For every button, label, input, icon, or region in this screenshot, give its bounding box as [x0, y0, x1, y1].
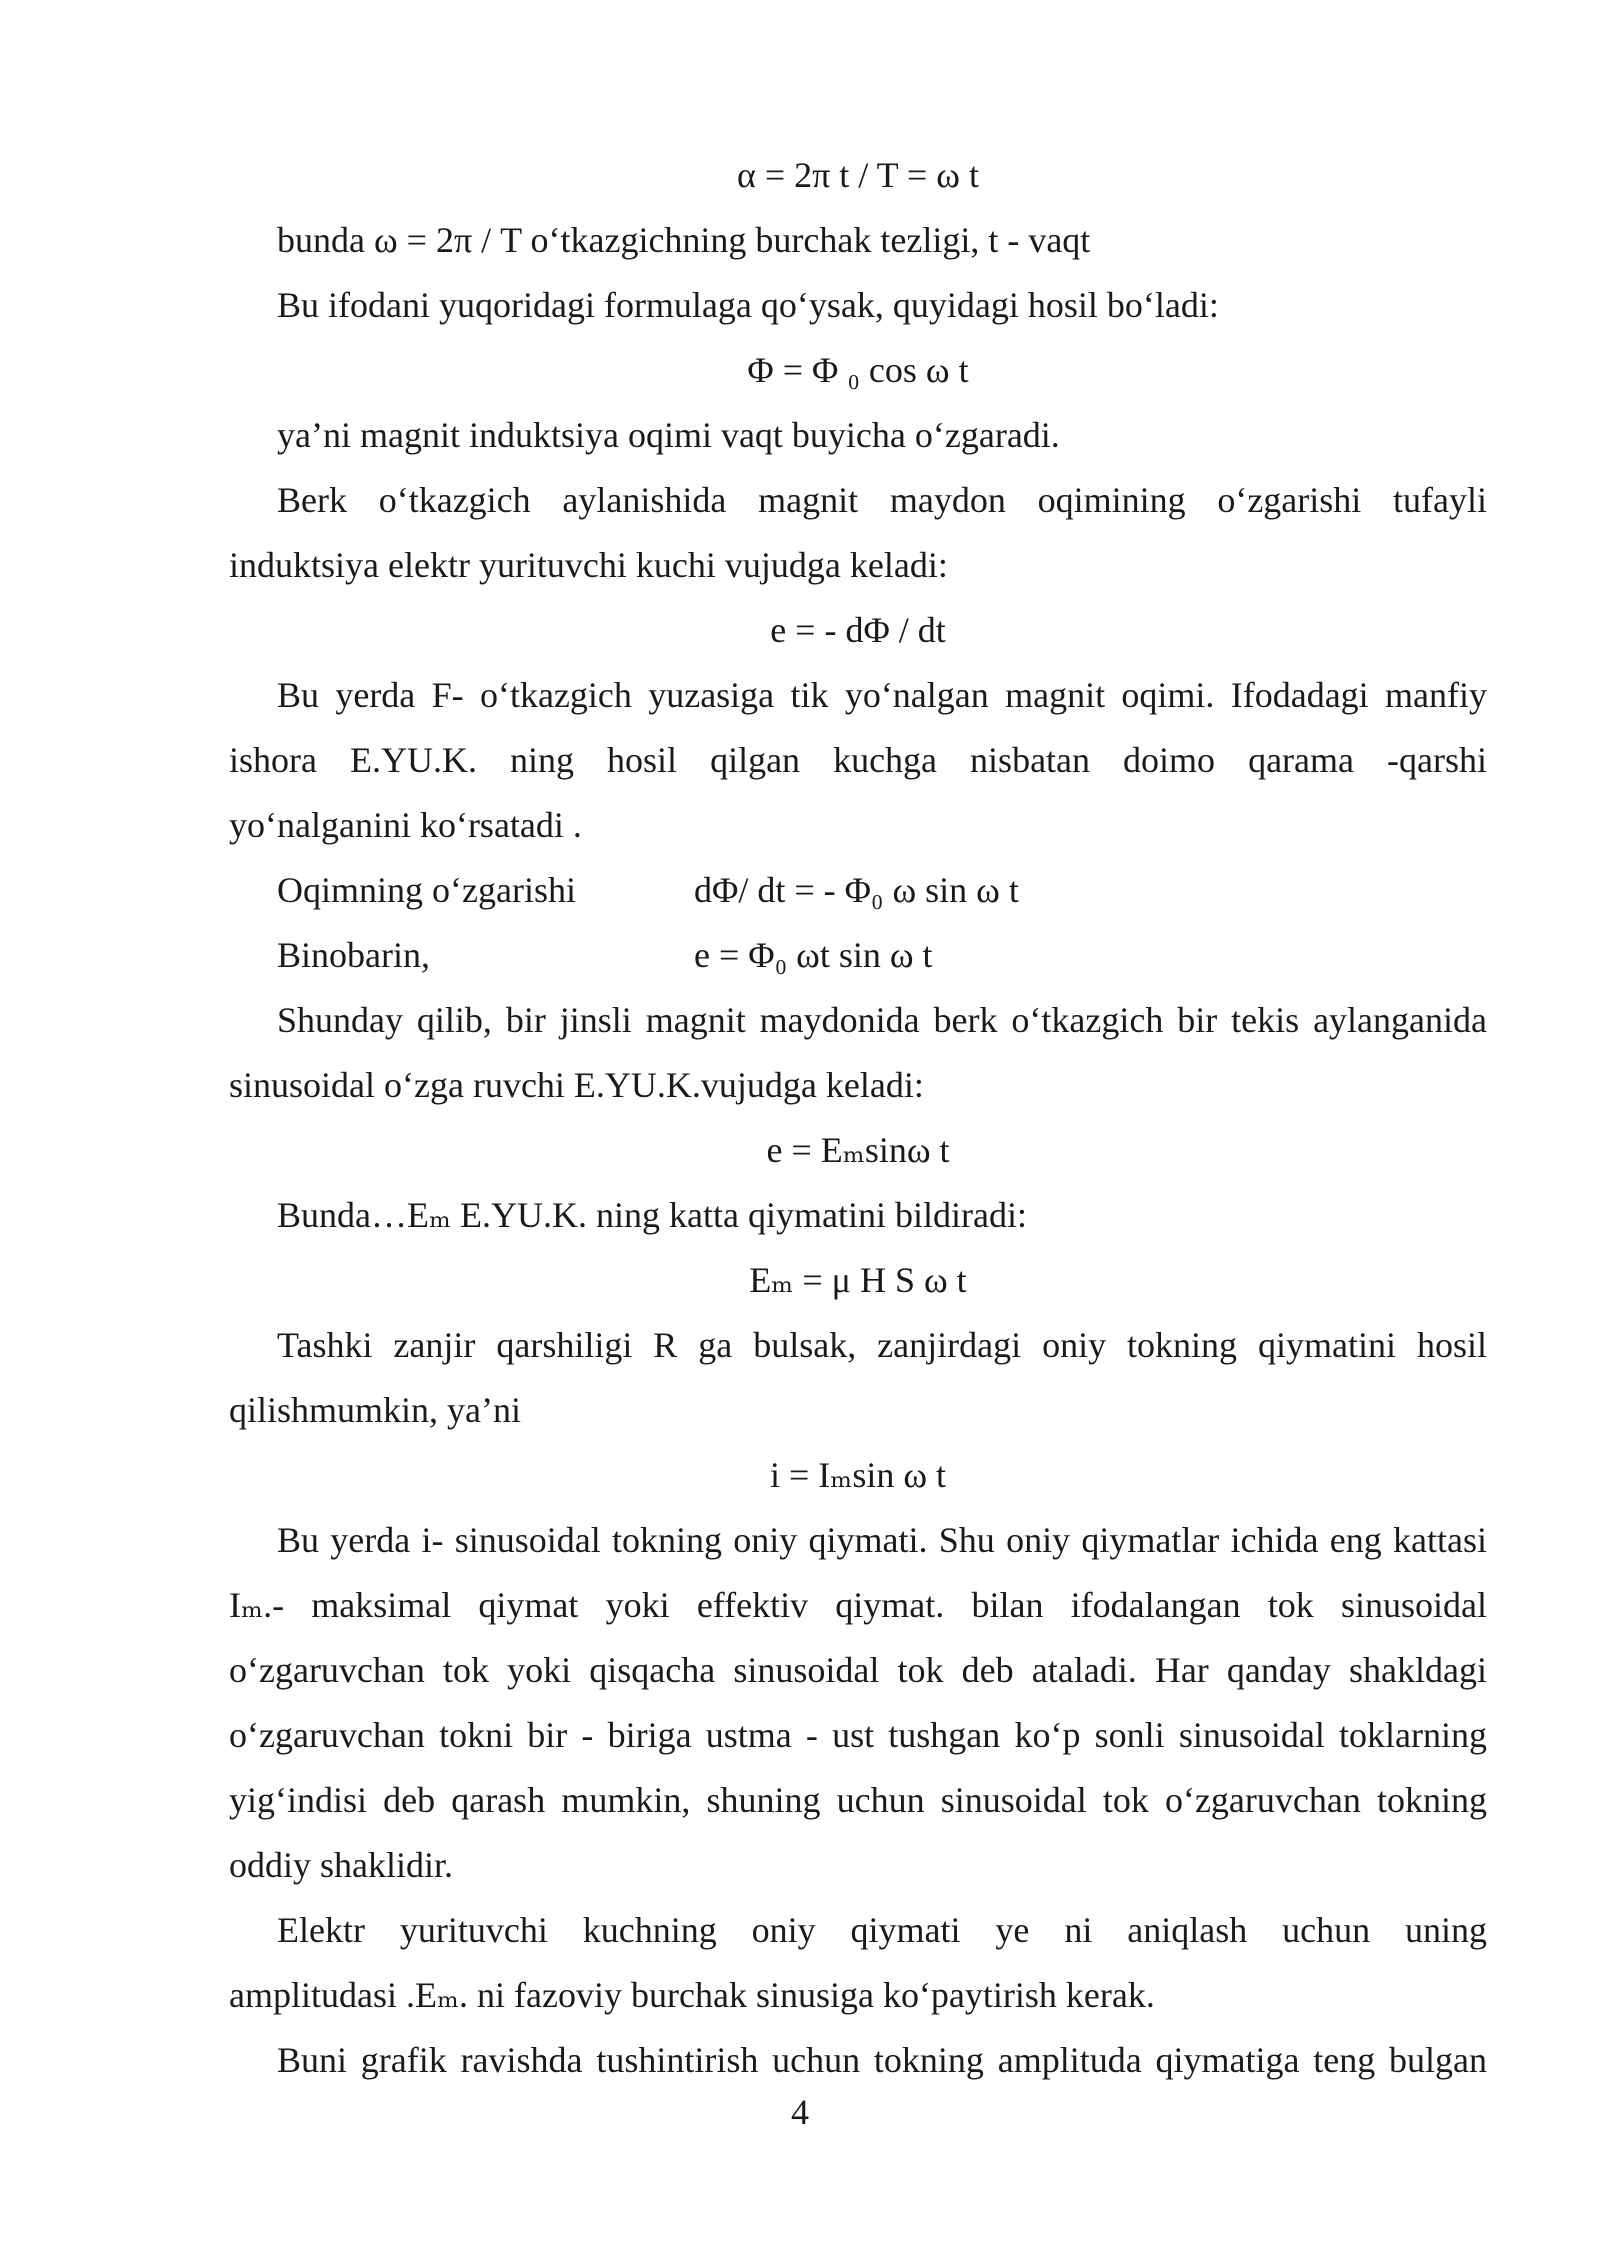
- formula-line: e = Eₘsinω t: [766, 1130, 950, 1170]
- formula-row: [229, 923, 1487, 988]
- paragraph-line: ishora E.YU.K. ning hosil qilgan kuchga nisbatan doimo qarama -qarshi: [229, 740, 1487, 780]
- text-line: oddiy shaklidir.: [229, 1845, 453, 1885]
- paragraph-line: Iₘ.- maksimal qiymat yoki effektiv qiymat. bilan ifodalangan tok sinusoidal: [229, 1585, 1487, 1625]
- formula-label: Oqimning o‘zgarishi: [277, 870, 576, 910]
- formula-expression: e = Φ₀ ωt sin ω t: [694, 935, 933, 975]
- text-line: amplitudasi .Eₘ. ni fazoviy burchak sinusiga ko‘paytirish kerak.: [229, 1975, 1155, 2015]
- paragraph-start: Buni grafik ravishda tushintirish uchun tokning amplituda qiymatiga teng bulgan: [277, 2040, 1487, 2080]
- paragraph-start: Bu ifodani yuqoridagi formulaga qo‘ysak, quyidagi hosil bo‘ladi:: [277, 285, 1219, 325]
- paragraph-line: yig‘indisi deb qarash mumkin, shuning uchun sinusoidal tok o‘zgaruvchan tokning: [229, 1780, 1487, 1820]
- text-line: sinusoidal o‘zga ruvchi E.YU.K.vujudga keladi:: [229, 1065, 924, 1105]
- paragraph-start: Bu yerda i- sinusoidal tokning oniy qiymati. Shu oniy qiymatlar ichida eng kattasi: [277, 1520, 1487, 1560]
- paragraph-start: Tashki zanjir qarshiligi R ga bulsak, zanjirdagi oniy tokning qiymatini hosil: [277, 1325, 1487, 1365]
- formula-line: i = Iₘsin ω t: [769, 1455, 947, 1495]
- formula-line: e = - dΦ / dt: [770, 610, 946, 650]
- paragraph-start: ya’ni magnit induktsiya oqimi vaqt buyicha o‘zgaradi.: [277, 415, 1060, 455]
- page-number: 4: [791, 2092, 809, 2132]
- formula-line: α = 2π t / T = ω t: [736, 155, 980, 195]
- formula-row: [229, 858, 1487, 923]
- paragraph-start: Shunday qilib, bir jinsli magnit maydonida berk o‘tkazgich bir tekis aylanganida: [277, 1000, 1487, 1040]
- document-body: [229, 143, 1487, 2093]
- formula-expression: dΦ/ dt = - Φ₀ ω sin ω t: [694, 870, 1019, 910]
- text-line: qilishmumkin, ya’ni: [229, 1390, 521, 1430]
- paragraph-line: o‘zgaruvchan tok yoki qisqacha sinusoidal tok deb ataladi. Har qanday shakldagi: [229, 1650, 1487, 1690]
- text-line: yo‘nalganini ko‘rsatadi .: [229, 805, 582, 845]
- formula-label: Binobarin,: [277, 935, 430, 975]
- paragraph-start: Berk o‘tkazgich aylanishida magnit maydon oqimining o‘zgarishi tufayli: [277, 480, 1487, 520]
- formula-line: Eₘ = μ H S ω t: [749, 1260, 967, 1300]
- paragraph-line: o‘zgaruvchan tokni bir - biriga ustma - ust tushgan ko‘p sonli sinusoidal toklarning: [229, 1715, 1487, 1755]
- text-line: induktsiya elektr yurituvchi kuchi vujudga keladi:: [229, 545, 948, 585]
- paragraph-start: Elektr yurituvchi kuchning oniy qiymati ye ni aniqlash uchun uning: [277, 1910, 1487, 1950]
- paragraph-start: bunda ω = 2π / T o‘tkazgichning burchak tezligi, t - vaqt: [277, 220, 1091, 260]
- formula-line: Φ = Φ ₀ cos ω t: [747, 350, 969, 390]
- paragraph-start: Bunda…Eₘ E.YU.K. ning katta qiymatini bildiradi:: [277, 1195, 1027, 1235]
- paragraph-start: Bu yerda F- o‘tkazgich yuzasiga tik yo‘nalgan magnit oqimi. Ifodadagi manfiy: [277, 675, 1487, 715]
